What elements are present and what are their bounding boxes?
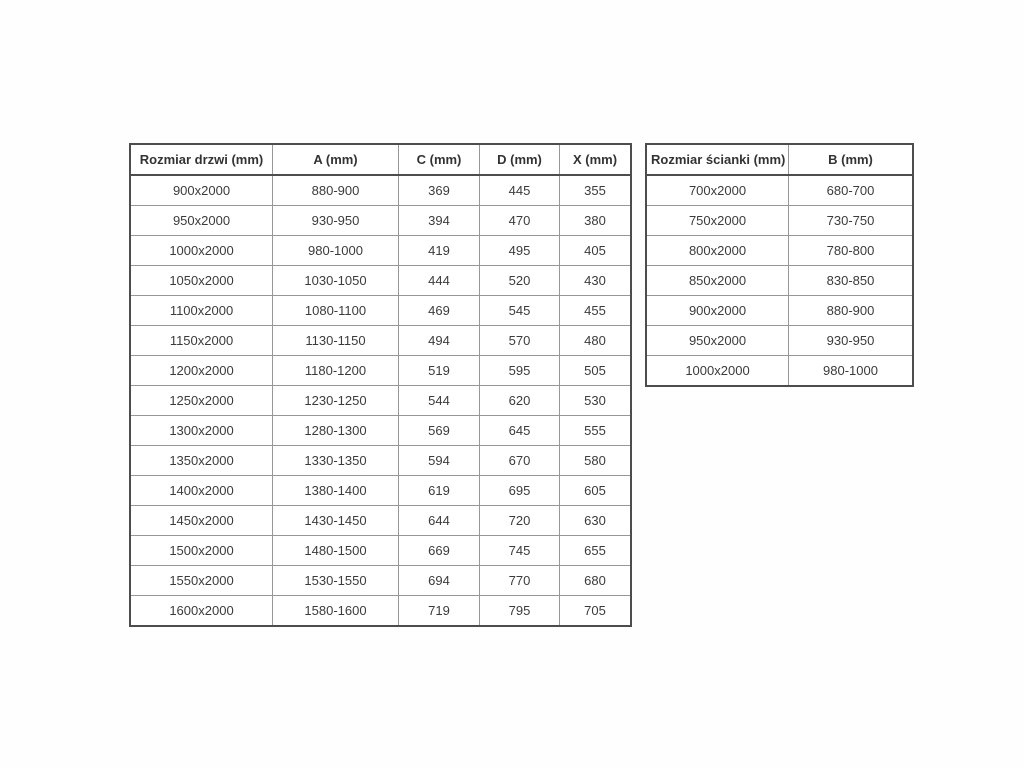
table-cell: 950x2000 [130, 206, 273, 236]
table-cell: 795 [480, 596, 560, 627]
table-cell: 430 [560, 266, 632, 296]
table-row [646, 175, 913, 206]
table-row [130, 566, 631, 596]
table-cell: 720 [480, 506, 560, 536]
table-cell: 394 [399, 206, 480, 236]
table-cell: 780-800 [789, 236, 914, 266]
table-cell: 1530-1550 [273, 566, 399, 596]
table-cell: 830-850 [789, 266, 914, 296]
column-header: A (mm) [273, 144, 399, 175]
column-header: D (mm) [480, 144, 560, 175]
table-cell: 455 [560, 296, 632, 326]
table-cell: 580 [560, 446, 632, 476]
table-cell: 730-750 [789, 206, 914, 236]
table-cell: 670 [480, 446, 560, 476]
table-row [130, 536, 631, 566]
table-cell: 445 [480, 175, 560, 206]
table-cell: 569 [399, 416, 480, 446]
table-cell: 605 [560, 476, 632, 506]
table-row [646, 356, 913, 387]
table-cell: 1400x2000 [130, 476, 273, 506]
table-cell: 930-950 [789, 326, 914, 356]
table-cell: 505 [560, 356, 632, 386]
table-row [130, 296, 631, 326]
table-cell: 1250x2000 [130, 386, 273, 416]
table-cell: 700x2000 [646, 175, 789, 206]
table-row [646, 206, 913, 236]
table-cell: 594 [399, 446, 480, 476]
table-cell: 1450x2000 [130, 506, 273, 536]
table-cell: 900x2000 [130, 175, 273, 206]
table-cell: 950x2000 [646, 326, 789, 356]
table-cell: 719 [399, 596, 480, 627]
table-cell: 494 [399, 326, 480, 356]
table-cell: 1580-1600 [273, 596, 399, 627]
table-cell: 1000x2000 [130, 236, 273, 266]
table-cell: 669 [399, 536, 480, 566]
table-cell: 1280-1300 [273, 416, 399, 446]
table-cell: 1100x2000 [130, 296, 273, 326]
wall-panel-sizes-table [645, 143, 914, 387]
table-cell: 1200x2000 [130, 356, 273, 386]
table-cell: 1600x2000 [130, 596, 273, 627]
table-cell: 419 [399, 236, 480, 266]
table-cell: 880-900 [273, 175, 399, 206]
table-cell: 1030-1050 [273, 266, 399, 296]
table-cell: 619 [399, 476, 480, 506]
table-cell: 1380-1400 [273, 476, 399, 506]
table-cell: 655 [560, 536, 632, 566]
table-cell: 980-1000 [789, 356, 914, 387]
column-header: X (mm) [560, 144, 632, 175]
table-cell: 355 [560, 175, 632, 206]
table-cell: 530 [560, 386, 632, 416]
table-cell: 1330-1350 [273, 446, 399, 476]
table-cell: 545 [480, 296, 560, 326]
table-cell: 1430-1450 [273, 506, 399, 536]
table-cell: 555 [560, 416, 632, 446]
table-cell: 369 [399, 175, 480, 206]
table-cell: 570 [480, 326, 560, 356]
table-cell: 705 [560, 596, 632, 627]
table-cell: 444 [399, 266, 480, 296]
table-cell: 1300x2000 [130, 416, 273, 446]
table-row [130, 476, 631, 506]
table-row [646, 326, 913, 356]
table-cell: 695 [480, 476, 560, 506]
table-cell: 1230-1250 [273, 386, 399, 416]
table-cell: 745 [480, 536, 560, 566]
table-row [130, 206, 631, 236]
table-cell: 630 [560, 506, 632, 536]
table-cell: 544 [399, 386, 480, 416]
table-row [646, 266, 913, 296]
table-cell: 1080-1100 [273, 296, 399, 326]
table-cell: 1000x2000 [646, 356, 789, 387]
table-cell: 880-900 [789, 296, 914, 326]
table-row [130, 266, 631, 296]
table-row [130, 416, 631, 446]
table-row [130, 356, 631, 386]
column-header: B (mm) [789, 144, 914, 175]
table-cell: 480 [560, 326, 632, 356]
header-row [130, 144, 631, 175]
table-cell: 470 [480, 206, 560, 236]
table-cell: 1180-1200 [273, 356, 399, 386]
column-header: Rozmiar ścianki (mm) [646, 144, 789, 175]
table-row [130, 326, 631, 356]
table-cell: 595 [480, 356, 560, 386]
table-row [130, 596, 631, 627]
table-cell: 1130-1150 [273, 326, 399, 356]
table-cell: 644 [399, 506, 480, 536]
table-cell: 750x2000 [646, 206, 789, 236]
table-cell: 380 [560, 206, 632, 236]
table-cell: 1500x2000 [130, 536, 273, 566]
door-sizes-table [129, 143, 632, 627]
table-cell: 930-950 [273, 206, 399, 236]
table-cell: 850x2000 [646, 266, 789, 296]
table-cell: 900x2000 [646, 296, 789, 326]
table-cell: 694 [399, 566, 480, 596]
table-cell: 519 [399, 356, 480, 386]
table-row [130, 446, 631, 476]
table-row [130, 386, 631, 416]
table-cell: 1350x2000 [130, 446, 273, 476]
table-cell: 469 [399, 296, 480, 326]
table-row [646, 296, 913, 326]
table-cell: 1150x2000 [130, 326, 273, 356]
table-row [130, 506, 631, 536]
table-cell: 620 [480, 386, 560, 416]
table-row [130, 175, 631, 206]
table-cell: 770 [480, 566, 560, 596]
table-cell: 800x2000 [646, 236, 789, 266]
table-cell: 495 [480, 236, 560, 266]
table-cell: 680 [560, 566, 632, 596]
table-cell: 980-1000 [273, 236, 399, 266]
table-cell: 645 [480, 416, 560, 446]
header-row [646, 144, 913, 175]
table-cell: 1480-1500 [273, 536, 399, 566]
column-header: C (mm) [399, 144, 480, 175]
table-row [130, 236, 631, 266]
table-cell: 520 [480, 266, 560, 296]
table-cell: 1050x2000 [130, 266, 273, 296]
table-cell: 405 [560, 236, 632, 266]
column-header: Rozmiar drzwi (mm) [130, 144, 273, 175]
table-cell: 680-700 [789, 175, 914, 206]
table-cell: 1550x2000 [130, 566, 273, 596]
table-row [646, 236, 913, 266]
